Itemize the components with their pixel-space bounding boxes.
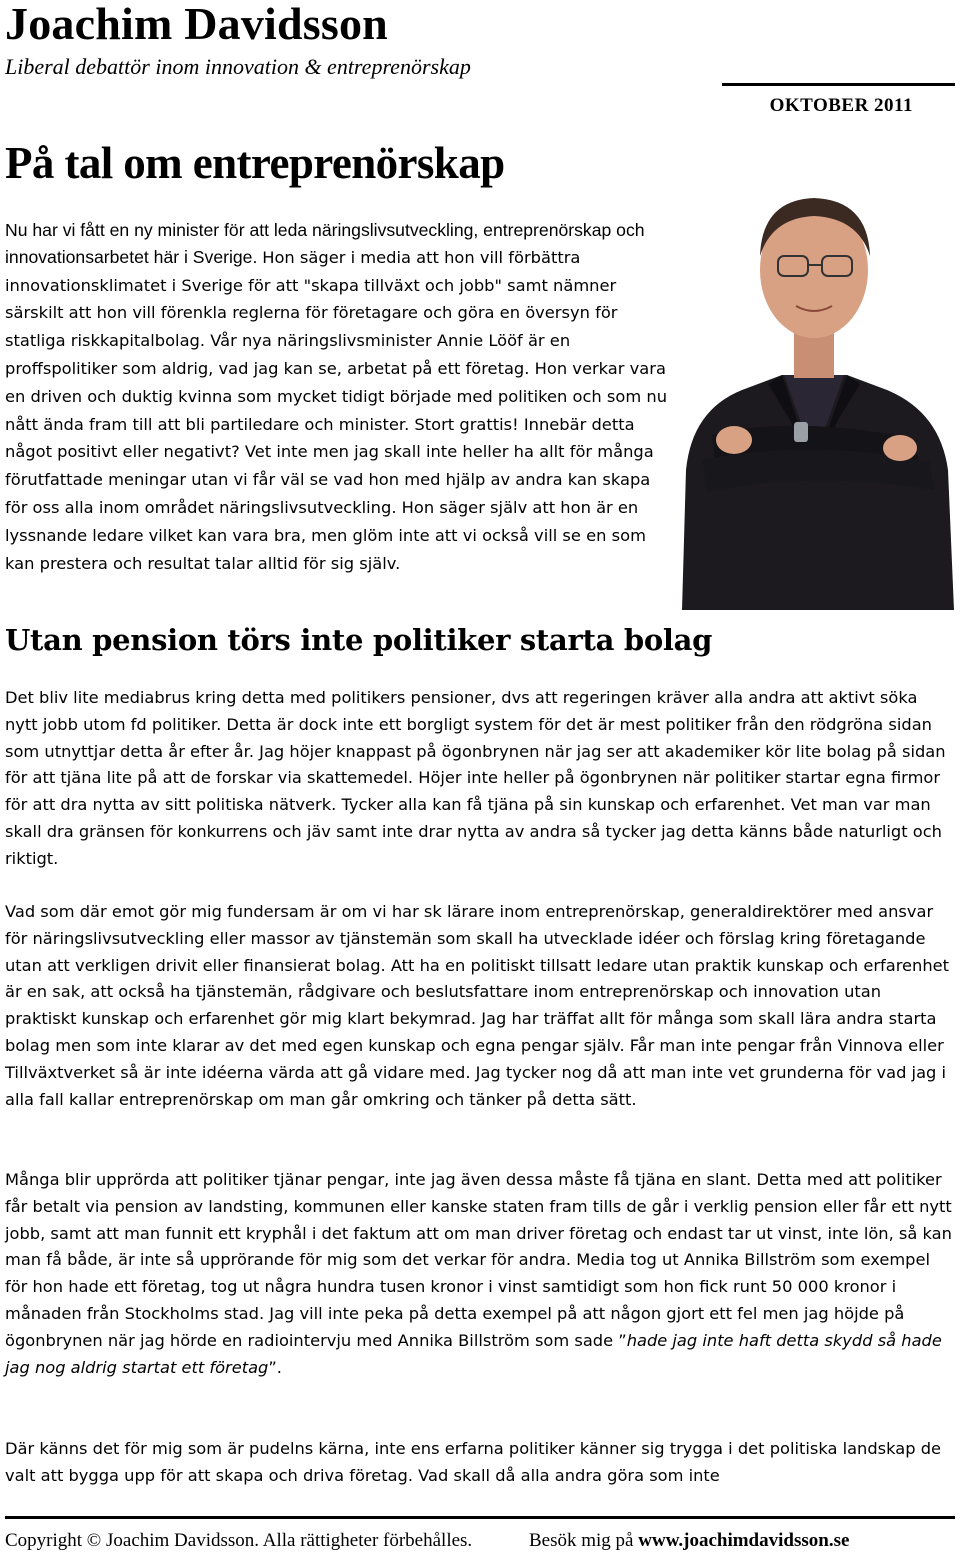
footer-rule — [5, 1516, 955, 1519]
article-title: På tal om entreprenörskap — [5, 138, 505, 188]
body-paragraph-2 — [5, 899, 955, 1113]
site-title: Joachim Davidsson — [5, 0, 388, 49]
copyright-notice: Copyright © Joachim Davidsson. Alla rättigheter förbehålles. — [5, 1530, 473, 1551]
paragraph-text: Vad som där emot gör mig fundersam är om vi har sk lärare inom entreprenörskap, generaldirektörer med ansvar för näringslivsutveckling eller massor av tjänstemän som skall ha utvecklade idéer och förslag kring företagande utan att verkligen drivit eller finansierat bolag. Att ha en politiskt tillsatt ledare utan praktik kunskap och erfarenhet är en sak, att också ha tjänstemän, rådgivare och beslutsfattare inom entreprenörskap och innovation utan praktiskt kunskap och erfarenhet gör mig klart bekymrad. Jag har träffat allt för många som skall lära andra starta bolag men som inte klarar av det med egen kunskap och egna pengar själv. Får man inte pengar från Vinnova eller Tillväxtverket så är inte idéerna värda att gå vidare med. Jag tycker nog då att man inte vet grunderna för vad jag i alla fall kallar entreprenörskap om man går omkring och tänker på detta sätt. — [5, 902, 950, 1109]
header-rule — [722, 83, 955, 86]
website-link[interactable]: www.joachimdavidsson.se — [638, 1530, 850, 1551]
author-portrait — [672, 170, 956, 612]
paragraph-main: Många blir upprörda att politiker tjänar pengar, inte jag även dessa måste få tjäna en slant. Detta med att politiker får betalt via pension av landsting, kommunen eller kanske staten fram tills de går i verklig pension eller får ett nytt jobb, samt att man funnit ett kryphål i det faktum att om man driver företag och endast tar ut vinst, inte lön, så kan man få både, är inte så upprörande för mig som det verkar för andra. Media tog ut Annika Billström som exempel för hon hade ett företag, tog ut några hundra tusen kronor i vinst samtidigt som hon fick runt 50 000 kronor i månaden från Stockholms stad. Jag vill inte peka på detta exempel på att någon gjort ett fel men jag höjde på ögonbrynen när jag hörde en radiointervju med Annika Billström som sade ” — [5, 1170, 952, 1350]
site-tagline: Liberal debattör inom innovation & entreprenörskap — [5, 54, 471, 79]
visit-label: Besök mig på — [529, 1530, 634, 1551]
paragraph-text — [5, 1167, 955, 1381]
paragraph-text: Det bliv lite mediabrus kring detta med politikers pensioner, dvs att regeringen kräver alla andra att aktivt söka nytt jobb utom fd politiker. Detta är dock inte ett borgligt system för det är mest politiker från den rödgröna sidan som utnyttjar detta år efter år. Jag höjer knappast på ögonbrynen när jag ser att akademiker kör lite bolag på sidan för att tjäna lite på att de forskar via skattemedel. Höjer inte heller på ögonbrynen när politiker startar egna firmor för att dra nytta av sitt politiska nätverk. Tycker alla kan få tjäna på sin kunskap och erfarenhet. Vet man var man skall dra gränsen för konkurrens och jäv samt inte drar nytta av andra så tycker jag detta känns både naturligt och riktigt. — [5, 688, 946, 868]
masthead — [5, 0, 955, 80]
section-heading: Utan pension törs inte politiker starta bolag — [5, 623, 713, 657]
intro-lead: Nu har vi fått en ny minister för att leda näringslivsutveckling, entreprenörskap och innovationsarbetet här i Sverige. — [5, 220, 645, 267]
intro-paragraph — [5, 217, 670, 577]
quote-close: ”. — [268, 1357, 282, 1377]
paragraph-text: Där känns det för mig som är pudelns kärna, inte ens erfarna politiker känner sig trygga i det politiska landskap de valt att bygga upp för att skapa och driva företag. Vad skall då alla andra göra som inte — [5, 1439, 942, 1485]
body-paragraph-4 — [5, 1436, 955, 1490]
issue-date: OKTOBER 2011 — [769, 95, 913, 116]
radio-quote: hade jag inte haft detta skydd så hade jag nog aldrig startat ett företag — [5, 1330, 942, 1377]
portrait-illustration — [672, 170, 956, 612]
visit-note — [529, 1528, 849, 1554]
body-paragraph-1 — [5, 685, 955, 873]
body-paragraph-3 — [5, 1167, 955, 1381]
intro-rest: Hon säger i media att hon vill förbättra innovationsklimatet i Sverige för att "skapa tillväxt och jobb" samt nämner särskilt att hon vill förenkla reglerna för företagare och göra en översyn för statliga riskkapitalbolag. Vår nya näringslivsminister Annie Lööf är en proffspolitiker som aldrig, vad jag kan se, arbetat på ett företag. Hon verkar vara en driven och duktig kvinna som mycket tidigt började med politiken och som nu nått ända fram till att bli partiledare och minister. Stort grattis! Innebär detta något positivt eller negativt? Vet inte men jag skall inte heller ha allt för många förutfattade meningar utan vi får väl se vad hon med hjälp av andra kan skapa för oss alla inom området näringslivsutveckling. Hon säger själv att hon är en lyssnande ledare vilket kan vara bra, men glöm inte att vi också vill se en som kan prestera och resultat talar alltid för sig själv. — [5, 247, 668, 573]
